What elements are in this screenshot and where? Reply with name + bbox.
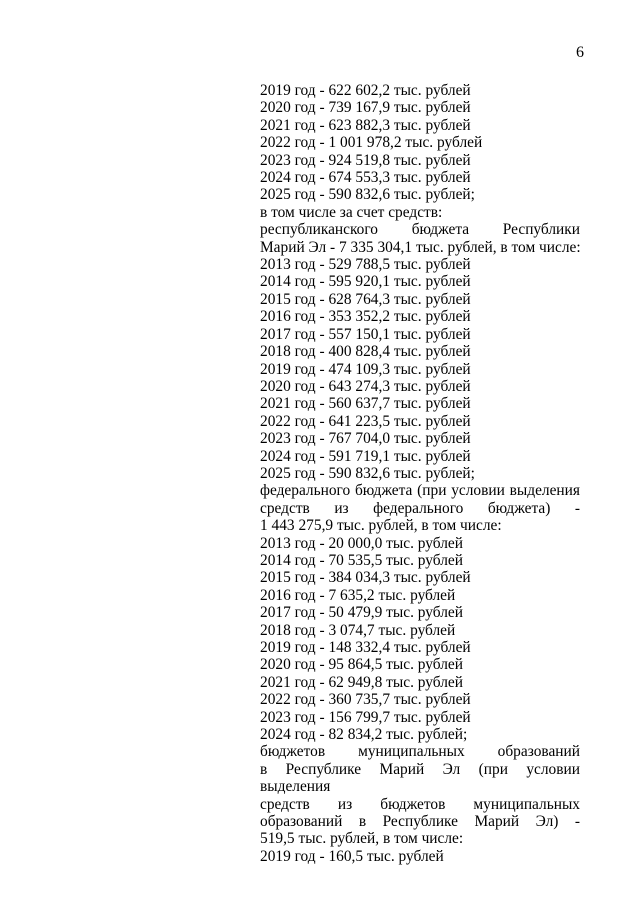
text-line: 2024 год - 82 834,2 тыс. рублей; [260, 726, 468, 744]
text-line: 2019 год - 474 109,3 тыс. рублей [260, 360, 471, 378]
text-line: 2018 год - 3 074,7 тыс. рублей [260, 621, 456, 639]
text-line: 2021 год - 62 949,8 тыс. рублей [260, 673, 463, 691]
municipal-budget-heading-cont: средств из бюджетов муниципальных [260, 795, 580, 813]
federal-budget-heading: федерального бюджета (при условии выделения [260, 482, 580, 500]
text-line: 2022 год - 1 001 978,2 тыс. рублей [260, 134, 483, 152]
text-line: 2022 год - 641 223,5 тыс. рублей [260, 412, 471, 430]
text-line: 2024 год - 674 553,3 тыс. рублей [260, 169, 471, 187]
text-line: 2023 год - 924 519,8 тыс. рублей [260, 151, 471, 169]
text-line: 2014 год - 70 535,5 тыс. рублей [260, 551, 463, 569]
municipal-budget-total: 519,5 тыс. рублей, в том числе: [260, 830, 464, 848]
republic-budget-total: Марий Эл - 7 335 304,1 тыс. рублей, в том числе: [260, 238, 581, 256]
republic-budget-heading: республиканского бюджета Республики [260, 221, 580, 239]
text-line: 2019 год - 148 332,4 тыс. рублей [260, 639, 471, 656]
funding-text-block [260, 82, 580, 865]
text-line: 2021 год - 560 637,7 тыс. рублей [260, 395, 471, 413]
text-line: 2020 год - 739 167,9 тыс. рублей [260, 99, 471, 117]
text-line: 2019 год - 622 602,2 тыс. рублей [260, 82, 471, 99]
federal-budget-total: 1 443 275,9 тыс. рублей, в том числе: [260, 517, 502, 535]
text-line: 2025 год - 590 832,6 тыс. рублей; [260, 186, 475, 204]
text-line: 2023 год - 156 799,7 тыс. рублей [260, 708, 471, 726]
federal-budget-heading-cont: средств из федерального бюджета) - [260, 499, 580, 517]
text-line: в том числе за счет средств: [260, 203, 443, 221]
text-line: 2024 год - 591 719,1 тыс. рублей [260, 447, 471, 465]
text-line: 2021 год - 623 882,3 тыс. рублей [260, 116, 471, 134]
text-line: 2015 год - 384 034,3 тыс. рублей [260, 569, 471, 587]
page-number: 6 [576, 44, 584, 61]
text-line: 2018 год - 400 828,4 тыс. рублей [260, 343, 471, 361]
text-line: 2023 год - 767 704,0 тыс. рублей [260, 430, 471, 448]
text-line: 2013 год - 20 000,0 тыс. рублей [260, 534, 463, 552]
text-line: 2014 год - 595 920,1 тыс. рублей [260, 273, 471, 291]
text-line: 2020 год - 643 274,3 тыс. рублей [260, 377, 471, 395]
text-line: 2015 год - 628 764,3 тыс. рублей [260, 290, 471, 308]
text-line: 2019 год - 160,5 тыс. рублей [260, 847, 444, 865]
text-line: 2016 год - 7 635,2 тыс. рублей [260, 586, 456, 604]
text-line: 2020 год - 95 864,5 тыс. рублей [260, 656, 463, 674]
text-line: 2022 год - 360 735,7 тыс. рублей [260, 691, 471, 709]
municipal-budget-heading-cont: в Республике Марий Эл (при условии выделения [260, 760, 580, 796]
text-line: 2017 год - 557 150,1 тыс. рублей [260, 325, 471, 343]
text-line: 2016 год - 353 352,2 тыс. рублей [260, 308, 471, 326]
text-line: 2017 год - 50 479,9 тыс. рублей [260, 604, 463, 622]
municipal-budget-heading: бюджетов муниципальных образований [260, 743, 580, 761]
text-line: 2025 год - 590 832,6 тыс. рублей; [260, 464, 475, 482]
text-line: 2013 год - 529 788,5 тыс. рублей [260, 256, 471, 274]
municipal-budget-heading-cont: образований в Республике Марий Эл) - [260, 813, 580, 831]
